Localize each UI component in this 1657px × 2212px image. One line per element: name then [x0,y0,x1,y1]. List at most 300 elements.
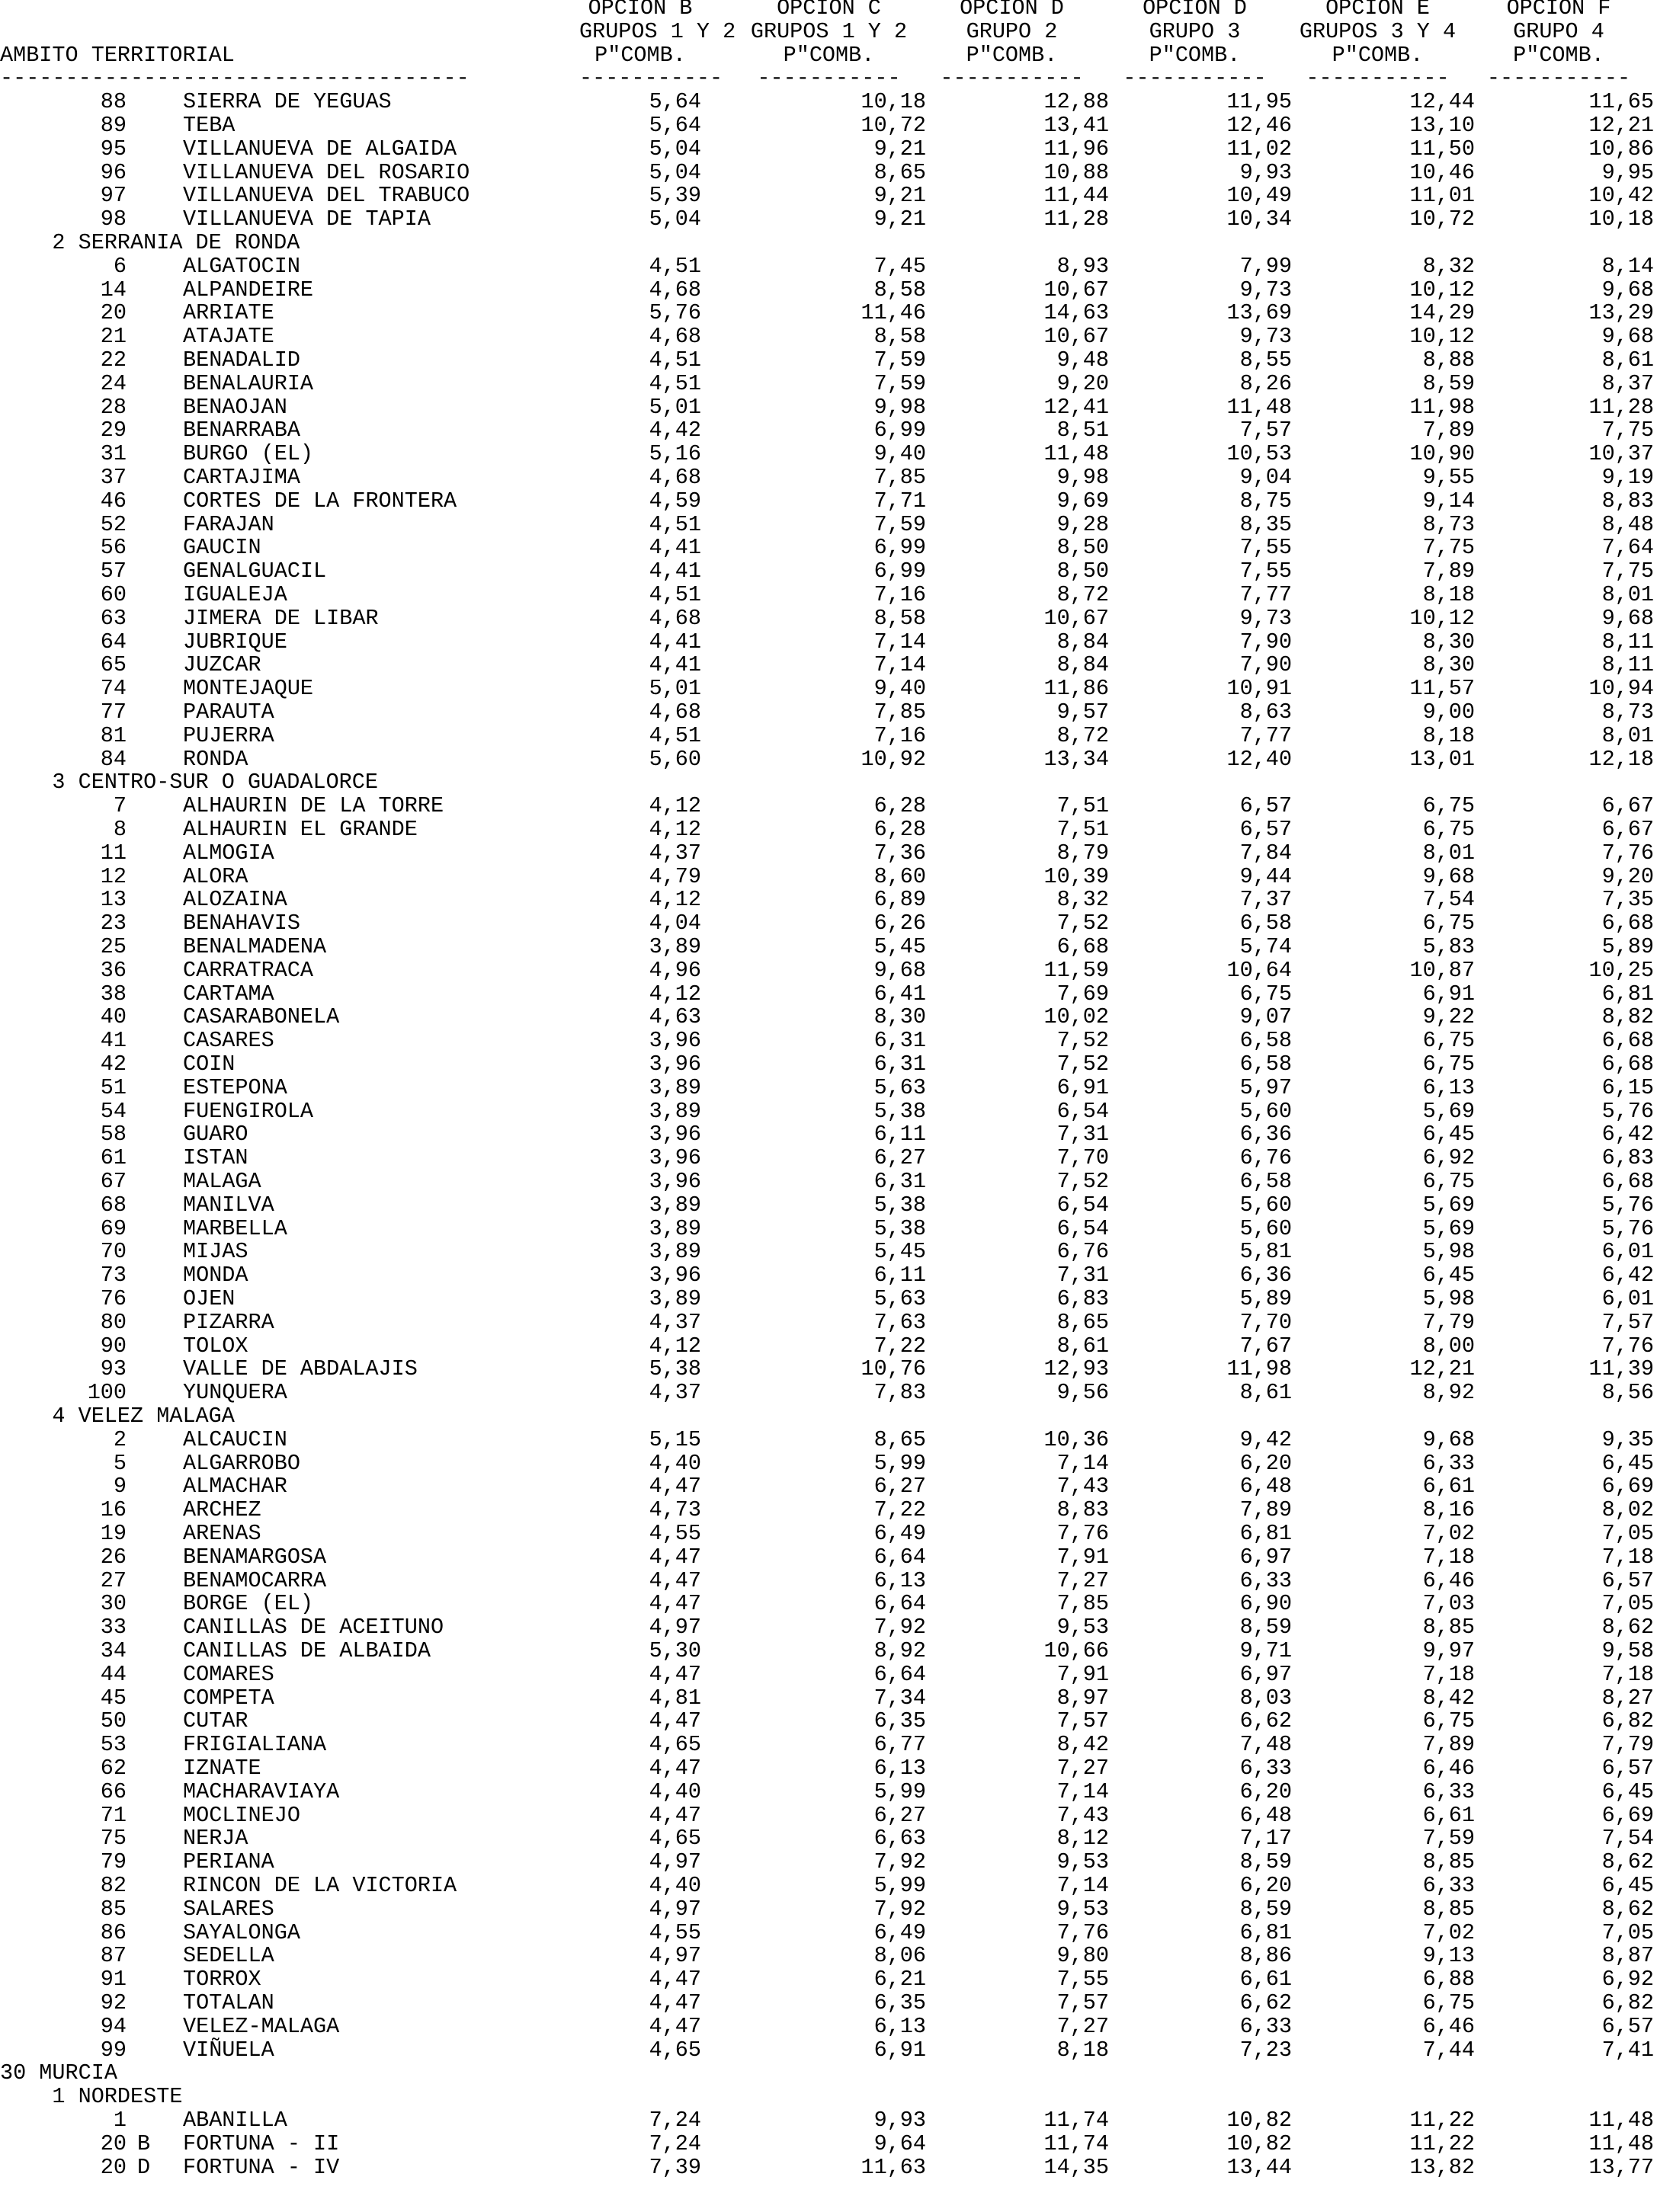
price-value: 6,57 [1601,2013,1654,2039]
municipality-code: 73 [100,1263,127,1288]
price-value: 8,62 [1601,1849,1654,1875]
price-value: 8,58 [873,324,926,350]
table-row [0,255,1657,279]
price-value: 8,61 [1056,1333,1109,1359]
table-row [0,818,1657,842]
table-row [0,1687,1657,1711]
municipality-name: PUJERRA [183,722,274,748]
municipality-code: 100 [87,1380,127,1406]
price-value: 6,45 [1422,1263,1475,1288]
price-value: 3,96 [649,1263,701,1288]
price-value: 10,42 [1588,183,1654,209]
separator-dashes: ----------- [757,66,901,91]
price-value: 6,75 [1422,817,1475,842]
price-value: 11,59 [1043,957,1109,983]
price-value: 5,99 [873,1873,926,1898]
municipality-name: IZNATE [183,1756,261,1781]
price-value: 9,69 [1056,488,1109,514]
price-value: 10,02 [1043,1004,1109,1030]
municipality-name: CUTAR [183,1708,248,1734]
municipality-code: 69 [100,1215,127,1241]
price-value: 6,75 [1422,1052,1475,1077]
municipality-name: BENAMARGOSA [183,1544,327,1570]
table-row [0,511,1657,537]
price-value: 6,83 [1056,1286,1109,1311]
price-value: 7,57 [1239,418,1292,443]
municipality-code: 29 [100,418,127,443]
price-value: 7,52 [1056,911,1109,936]
separator-dashes: ------------------------------------ [0,66,470,91]
price-value: 5,81 [1239,1239,1292,1265]
section-title: 4 VELEZ MALAGA [0,1404,235,1429]
price-value: 4,79 [649,863,701,889]
price-value: 4,51 [649,722,701,748]
price-value: 6,99 [873,559,926,584]
price-value: 6,61 [1422,1474,1475,1500]
price-value: 9,07 [1239,1004,1292,1030]
header-line [0,18,1657,44]
municipality-name: PIZARRA [183,1309,274,1335]
price-value: 8,59 [1239,1615,1292,1641]
price-value: 7,67 [1239,1333,1292,1359]
price-value: 8,82 [1601,1004,1654,1030]
municipality-name: RINCON DE LA VICTORIA [183,1873,457,1898]
municipality-code: 90 [100,1333,127,1359]
municipality-name: TOTALAN [183,1990,274,2015]
price-value: 7,57 [1056,1708,1109,1734]
price-value: 7,35 [1601,887,1654,913]
price-value: 7,02 [1422,1521,1475,1546]
price-value: 6,75 [1422,1990,1475,2015]
table-row [0,208,1657,232]
price-value: 5,99 [873,1450,926,1476]
municipality-code: 41 [100,1028,127,1054]
table-row [0,959,1657,983]
price-value: 9,80 [1056,1943,1109,1969]
price-value: 6,31 [873,1028,926,1054]
municipality-code: 96 [100,159,127,185]
price-value: 6,46 [1422,2013,1475,2039]
price-value: 9,68 [1422,863,1475,889]
price-value: 7,54 [1422,887,1475,913]
municipality-code: 64 [100,629,127,655]
price-value: 6,68 [1601,1052,1654,1077]
price-value: 6,67 [1601,793,1654,819]
price-value: 7,18 [1422,1661,1475,1687]
price-value: 4,40 [649,1778,701,1804]
price-value: 8,65 [873,1426,926,1452]
price-value: 4,68 [649,324,701,350]
price-value: 6,64 [873,1591,926,1617]
price-value: 6,45 [1601,1450,1654,1476]
table-row [0,1029,1657,1053]
municipality-name: PARAUTA [183,699,274,725]
price-value: 6,75 [1422,1028,1475,1054]
price-value: 8,73 [1422,511,1475,537]
price-value: 7,37 [1239,887,1292,913]
price-value: 7,71 [873,488,926,514]
price-value: 6,89 [873,887,926,913]
price-value: 9,98 [873,394,926,420]
price-value: 7,18 [1601,1544,1654,1570]
price-value: 7,18 [1601,1661,1654,1687]
price-value: 8,18 [1056,2037,1109,2063]
price-value: 4,65 [649,1826,701,1852]
table-row [0,584,1657,607]
price-value: 6,48 [1239,1474,1292,1500]
price-value: 6,27 [873,1145,926,1171]
column-header: P"COMB. [1513,42,1604,68]
municipality-name: ATAJATE [183,324,274,350]
table-row [0,466,1657,490]
municipality-code: 28 [100,394,127,420]
section-heading [0,2062,1657,2086]
price-value: 9,95 [1601,159,1654,185]
municipality-name: NERJA [183,1826,248,1852]
price-value: 4,96 [649,957,701,983]
municipality-code: 26 [100,1544,127,1570]
price-value: 6,54 [1056,1192,1109,1218]
price-value: 9,73 [1239,324,1292,350]
price-value: 6,75 [1422,1169,1475,1194]
price-value: 10,67 [1043,324,1109,350]
price-value: 11,02 [1226,136,1292,162]
price-value: 8,61 [1239,1380,1292,1406]
price-value: 6,49 [873,1521,926,1546]
price-value: 5,76 [1601,1215,1654,1241]
price-value: 8,02 [1601,1497,1654,1523]
table-row [0,419,1657,443]
municipality-code: 44 [100,1661,127,1687]
price-value: 11,48 [1043,441,1109,467]
price-value: 5,45 [873,934,926,959]
price-value: 10,72 [861,113,926,138]
price-value: 8,58 [873,277,926,303]
price-value: 4,63 [649,1004,701,1030]
municipality-name: JIMERA DE LIBAR [183,605,379,631]
price-value: 11,57 [1409,676,1475,702]
price-value: 9,04 [1239,465,1292,490]
price-value: 9,55 [1422,465,1475,490]
price-value: 7,52 [1056,1052,1109,1077]
price-value: 10,94 [1588,676,1654,702]
table-row [0,560,1657,584]
price-value: 6,46 [1422,1567,1475,1593]
price-value: 4,68 [649,605,701,631]
price-value: 6,88 [1422,1967,1475,1993]
price-value: 6,42 [1601,1122,1654,1148]
price-value: 8,11 [1601,652,1654,678]
price-value: 11,63 [861,2154,926,2180]
table-row [0,1640,1657,1663]
price-value: 7,14 [1056,1778,1109,1804]
table-row [0,1311,1657,1335]
price-value: 4,51 [649,370,701,396]
table-row [0,1898,1657,1922]
price-value: 13,29 [1588,300,1654,326]
price-value: 5,45 [873,1239,926,1265]
table-row [0,1757,1657,1781]
price-value: 10,12 [1409,605,1475,631]
municipality-name: FARAJAN [183,511,274,537]
municipality-name: MANILVA [183,1192,274,1218]
price-value: 7,17 [1239,1826,1292,1852]
price-value: 5,60 [1239,1098,1292,1124]
price-value: 6,41 [873,981,926,1007]
price-value: 3,96 [649,1052,701,1077]
price-value: 8,48 [1601,511,1654,537]
municipality-name: VIÑUELA [183,2037,274,2063]
price-value: 8,14 [1601,253,1654,279]
municipality-code: 8 [113,817,127,842]
table-row [0,701,1657,725]
table-row [0,1710,1657,1733]
section-title: 1 NORDESTE [0,2084,183,2110]
price-value: 6,97 [1239,1661,1292,1687]
price-value: 7,55 [1056,1967,1109,1993]
municipality-name: SEDELLA [183,1943,274,1969]
price-value: 6,92 [1422,1145,1475,1171]
price-value: 11,98 [1409,394,1475,420]
price-value: 7,39 [649,2154,701,2180]
price-value: 4,04 [649,911,701,936]
municipality-code: 7 [113,793,127,819]
price-value: 8,62 [1601,1896,1654,1922]
column-header: GRUPO 3 [1149,18,1241,44]
municipality-name: ALOZAINA [183,887,287,913]
price-value: 4,41 [649,535,701,561]
municipality-code: 63 [100,605,127,631]
price-value: 8,18 [1422,582,1475,607]
price-value: 8,56 [1601,1380,1654,1406]
municipality-name: VILLANUEVA DE TAPIA [183,206,431,232]
price-value: 11,39 [1588,1356,1654,1382]
municipality-name: FUENGIROLA [183,1098,314,1124]
price-value: 10,67 [1043,277,1109,303]
price-value: 6,33 [1422,1778,1475,1804]
price-value: 9,68 [1422,1426,1475,1452]
table-row [0,1663,1657,1687]
price-value: 8,84 [1056,629,1109,655]
municipality-code: 92 [100,1990,127,2015]
price-value: 3,96 [649,1122,701,1148]
price-value: 8,88 [1422,347,1475,373]
price-value: 8,50 [1056,559,1109,584]
price-value: 8,85 [1422,1849,1475,1875]
table-row [0,1240,1657,1264]
price-value: 8,85 [1422,1615,1475,1641]
price-value: 9,58 [1601,1638,1654,1663]
municipality-code: 20 [100,2154,127,2180]
table-row [0,842,1657,866]
municipality-code: 54 [100,1098,127,1124]
price-value: 6,58 [1239,911,1292,936]
price-value: 10,88 [1043,159,1109,185]
price-value: 13,44 [1226,2154,1292,2180]
price-value: 13,69 [1226,300,1292,326]
table-row [0,1992,1657,2015]
municipality-name: JUBRIQUE [183,629,287,655]
price-value: 6,97 [1239,1544,1292,1570]
price-value: 7,55 [1239,559,1292,584]
table-row [0,2109,1657,2133]
price-value: 10,67 [1043,605,1109,631]
price-value: 8,01 [1601,582,1654,607]
price-value: 13,82 [1409,2154,1475,2180]
price-value: 5,69 [1422,1215,1475,1241]
price-value: 6,75 [1422,911,1475,936]
price-value: 5,64 [649,113,701,138]
municipality-name: COMARES [183,1661,274,1687]
price-value: 6,31 [873,1052,926,1077]
price-value: 9,44 [1239,863,1292,889]
price-value: 7,43 [1056,1474,1109,1500]
table-row [0,1452,1657,1476]
price-value: 8,75 [1239,488,1292,514]
price-value: 12,93 [1043,1356,1109,1382]
table-row [0,936,1657,959]
table-row [0,1499,1657,1522]
price-value: 14,35 [1043,2154,1109,2180]
price-value: 14,29 [1409,300,1475,326]
municipality-name: MONTEJAQUE [183,676,314,702]
table-row [0,1475,1657,1499]
municipality-code: 74 [100,676,127,702]
price-value: 5,38 [873,1098,926,1124]
price-value: 6,99 [873,418,926,443]
price-value: 10,76 [861,1356,926,1382]
price-value: 7,92 [873,1849,926,1875]
price-value: 7,34 [873,1685,926,1711]
price-value: 6,57 [1601,1756,1654,1781]
column-header: GRUPO 2 [966,18,1058,44]
price-value: 4,47 [649,1708,701,1734]
municipality-code: 16 [100,1497,127,1523]
column-header: GRUPO 4 [1513,18,1604,44]
municipality-code: 80 [100,1309,127,1335]
table-row [0,370,1657,396]
price-value: 8,32 [1056,887,1109,913]
table-row [0,1567,1657,1593]
price-value: 7,85 [873,699,926,725]
price-value: 8,51 [1056,418,1109,443]
municipality-code: 14 [100,277,127,303]
table-row [0,912,1657,936]
municipality-name: CORTES DE LA FRONTERA [183,488,457,514]
municipality-code: 46 [100,488,127,514]
price-value: 7,84 [1239,840,1292,866]
price-value: 8,59 [1422,370,1475,396]
price-value: 3,96 [649,1145,701,1171]
price-value: 5,04 [649,159,701,185]
price-value: 10,53 [1226,441,1292,467]
price-value: 6,28 [873,793,926,819]
price-value: 11,48 [1226,394,1292,420]
price-value: 8,03 [1239,1685,1292,1711]
municipality-code: 87 [100,1943,127,1969]
table-row [0,490,1657,514]
table-row [0,349,1657,373]
price-value: 4,55 [649,1919,701,1945]
municipality-code: 6 [113,253,127,279]
table-row [0,654,1657,677]
price-value: 7,31 [1056,1122,1109,1148]
price-value: 4,37 [649,840,701,866]
price-value: 12,21 [1588,113,1654,138]
price-value: 8,37 [1601,370,1654,396]
price-value: 4,97 [649,1849,701,1875]
table-row [0,1381,1657,1405]
municipality-name: CANILLAS DE ACEITUNO [183,1615,444,1641]
price-value: 5,69 [1422,1098,1475,1124]
price-value: 5,63 [873,1074,926,1100]
price-value: 11,28 [1043,206,1109,232]
price-value: 3,89 [649,1286,701,1311]
price-value: 7,05 [1601,1591,1654,1617]
municipality-code: 31 [100,441,127,467]
table-row [0,1194,1657,1218]
municipality-name: BENAHAVIS [183,911,300,936]
municipality-name: CANILLAS DE ALBAIDA [183,1638,431,1663]
municipality-name: CARTAMA [183,981,274,1007]
price-value: 3,89 [649,1074,701,1100]
municipality-code: 37 [100,465,127,490]
price-value: 5,98 [1422,1286,1475,1311]
price-value: 3,89 [649,1215,701,1241]
column-header: OPCION F [1506,0,1611,21]
table-row [0,1522,1657,1546]
price-value: 6,68 [1601,1028,1654,1054]
price-value: 11,86 [1043,676,1109,702]
price-value: 5,63 [873,1286,926,1311]
price-value: 10,25 [1588,957,1654,983]
separator-dashes: ----------- [1486,66,1631,91]
municipality-code: 86 [100,1919,127,1945]
municipality-code: 79 [100,1849,127,1875]
municipality-code: 24 [100,370,127,396]
price-value: 7,16 [873,722,926,748]
municipality-name: ABANILLA [183,2108,287,2133]
municipality-name: COIN [183,1052,236,1077]
municipality-code: 75 [100,1826,127,1852]
municipality-name: ALMACHAR [183,1474,287,1500]
price-value: 6,81 [1239,1521,1292,1546]
price-value: 6,36 [1239,1122,1292,1148]
price-value: 6,27 [873,1802,926,1828]
price-value: 4,47 [649,1474,701,1500]
price-value: 8,01 [1601,722,1654,748]
price-value: 7,69 [1056,981,1109,1007]
price-value: 12,41 [1043,394,1109,420]
municipality-code: 60 [100,582,127,607]
table-row [0,1827,1657,1851]
price-value: 4,51 [649,511,701,537]
municipality-code: 22 [100,347,127,373]
price-value: 7,70 [1239,1309,1292,1335]
column-header: OPCION D [1143,0,1247,21]
price-value: 6,21 [873,1967,926,1993]
price-value: 6,75 [1422,1708,1475,1734]
municipality-name: SAYALONGA [183,1919,300,1945]
price-value: 11,28 [1588,394,1654,420]
price-value: 7,92 [873,1896,926,1922]
price-value: 10,12 [1409,277,1475,303]
municipality-name: GENALGUACIL [183,559,327,584]
price-value: 4,97 [649,1943,701,1969]
price-value: 6,57 [1239,817,1292,842]
price-value: 6,83 [1601,1145,1654,1171]
price-value: 7,14 [873,629,926,655]
